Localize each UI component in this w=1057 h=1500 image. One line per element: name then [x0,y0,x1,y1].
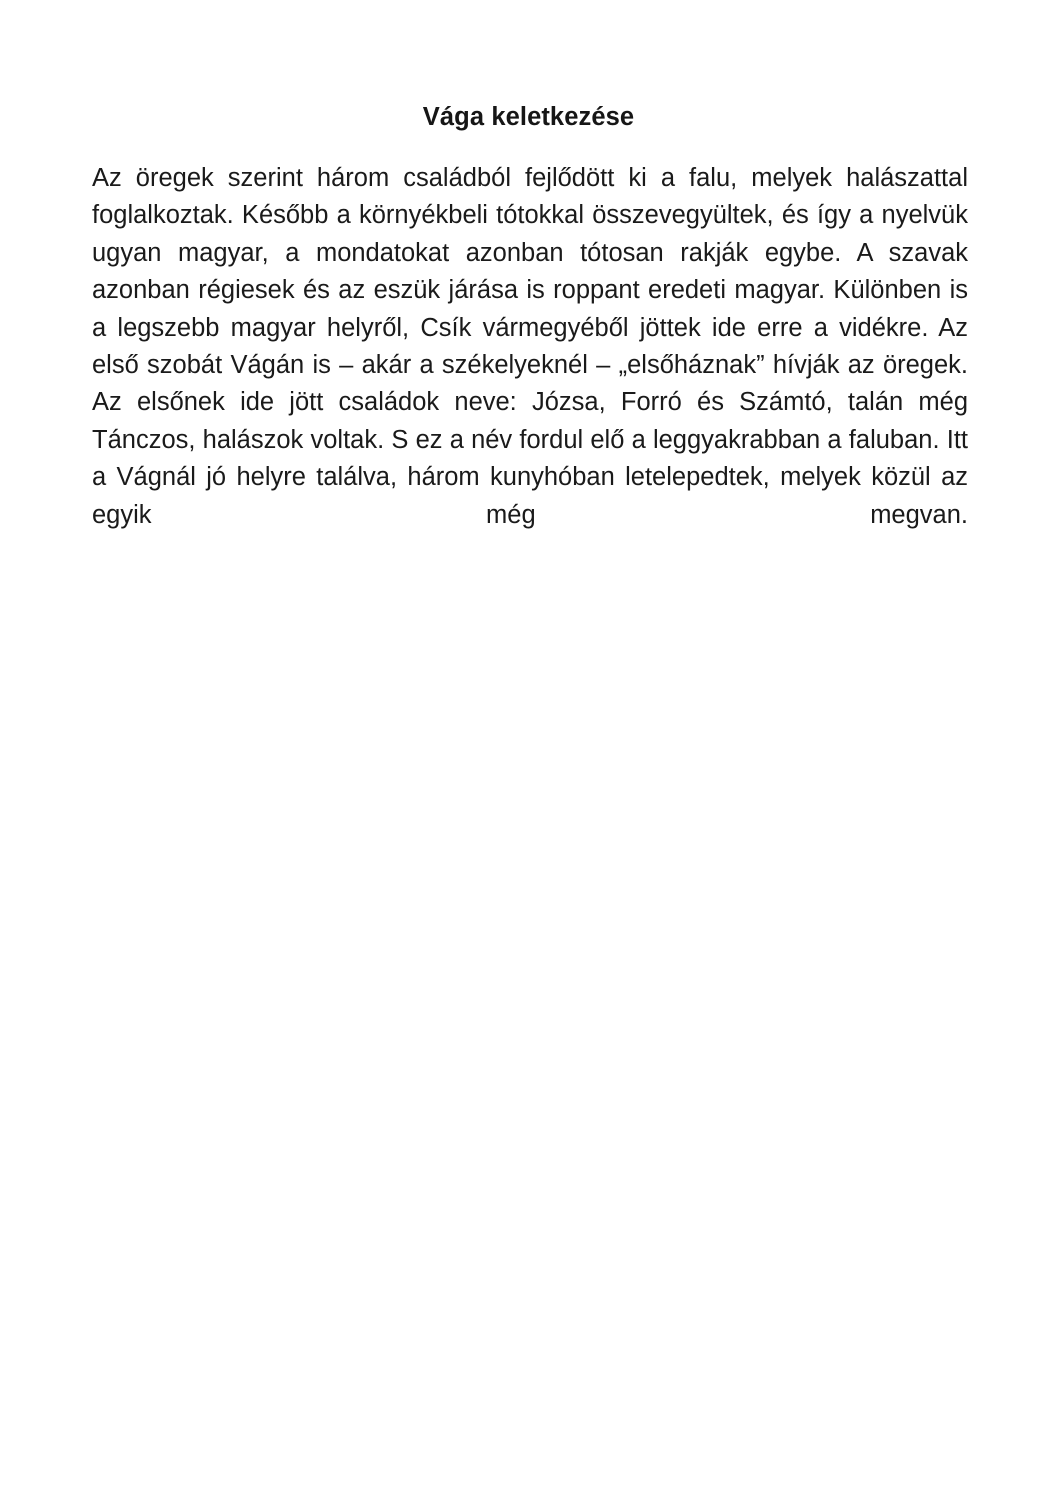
page-title: Vága keletkezése [422,103,635,132]
document-body [92,160,968,571]
body-paragraph: Az öregek szerint három családból fejlődött ki a falu, melyek halászattal foglalkoztak. Később a környékbeli tótokkal összevegyültek, és így a nyelvük ugyan magyar, a mondatokat azonban tótosan rakják egybe. A szavak azonban régiesek és az eszük járása is roppant eredeti magyar. Különben is a legszebb magyar helyről, Csík vármegyéből jöttek ide erre a vidékre. Az első szobát Vágán is – akár a székelyeknél – „elsőháznak” hívják az öregek. Az elsőnek ide jött családok neve: Józsa, Forró és Számtó, talán még Tánczos, halászok voltak. S ez a név fordul elő a leggyakrabban a faluban. Itt a Vágnál jó helyre találva, három kunyhóban letelepedtek, melyek közül az egyik még megvan. [92,164,968,529]
